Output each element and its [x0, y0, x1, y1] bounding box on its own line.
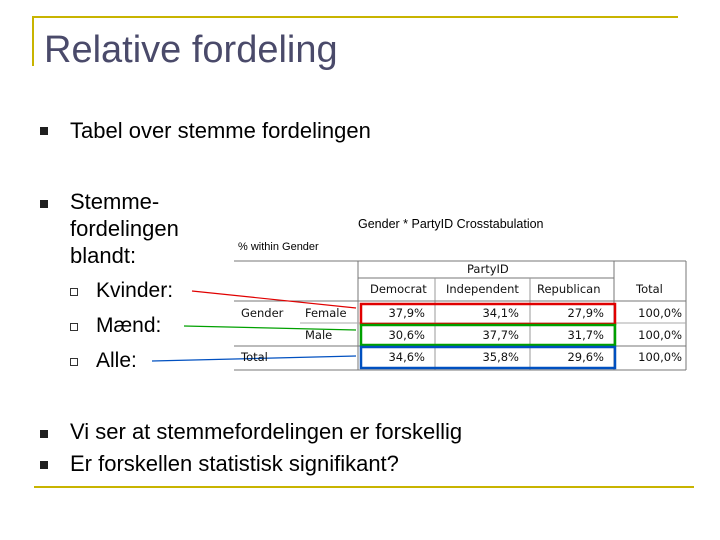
- row-label-female: Female: [305, 306, 347, 320]
- cell-male-total: 100,0%: [638, 328, 682, 342]
- cell-male-democrat: 30,6%: [388, 328, 425, 342]
- bullet-text-2c: blandt:: [70, 243, 137, 268]
- bullet-text-1: Tabel over stemme fordelingen: [70, 118, 371, 143]
- row-label-male: Male: [305, 328, 333, 342]
- cell-female-total: 100,0%: [638, 306, 682, 320]
- sub-item-alle: Alle:: [96, 349, 137, 372]
- bullet-text-2b: fordelingen: [70, 216, 179, 241]
- col-header-independent: Independent: [446, 282, 519, 296]
- col-header-democrat: Democrat: [370, 282, 427, 296]
- cell-female-republican: 27,9%: [567, 306, 604, 320]
- bullet-text-3: Vi ser at stemmefordelingen er forskellig: [70, 419, 463, 444]
- crosstab-title: Gender * PartyID Crosstabulation: [358, 217, 544, 231]
- bullet-text-4: Er forskellen statistisk signifikant?: [70, 451, 399, 476]
- row-group-label: Gender: [241, 306, 284, 320]
- cell-total-independent: 35,8%: [482, 350, 519, 364]
- cell-total-democrat: 34,6%: [388, 350, 425, 364]
- cell-male-independent: 37,7%: [482, 328, 519, 342]
- sub-item-maend: Mænd:: [96, 314, 162, 337]
- crosstab-note: % within Gender: [238, 241, 319, 253]
- cell-total-republican: 29,6%: [567, 350, 604, 364]
- slide-title: Relative fordeling: [44, 29, 338, 71]
- col-header-republican: Republican: [537, 282, 601, 296]
- row-label-total: Total: [241, 350, 268, 364]
- cell-female-independent: 34,1%: [482, 306, 519, 320]
- cell-female-democrat: 37,9%: [388, 306, 425, 320]
- bullet-text-2a: Stemme-: [70, 189, 160, 214]
- cell-total-total: 100,0%: [638, 350, 682, 364]
- col-header-total: Total: [636, 282, 663, 296]
- crosstab-group-header: PartyID: [467, 262, 509, 276]
- sub-item-kvinder: Kvinder:: [96, 279, 174, 302]
- cell-male-republican: 31,7%: [567, 328, 604, 342]
